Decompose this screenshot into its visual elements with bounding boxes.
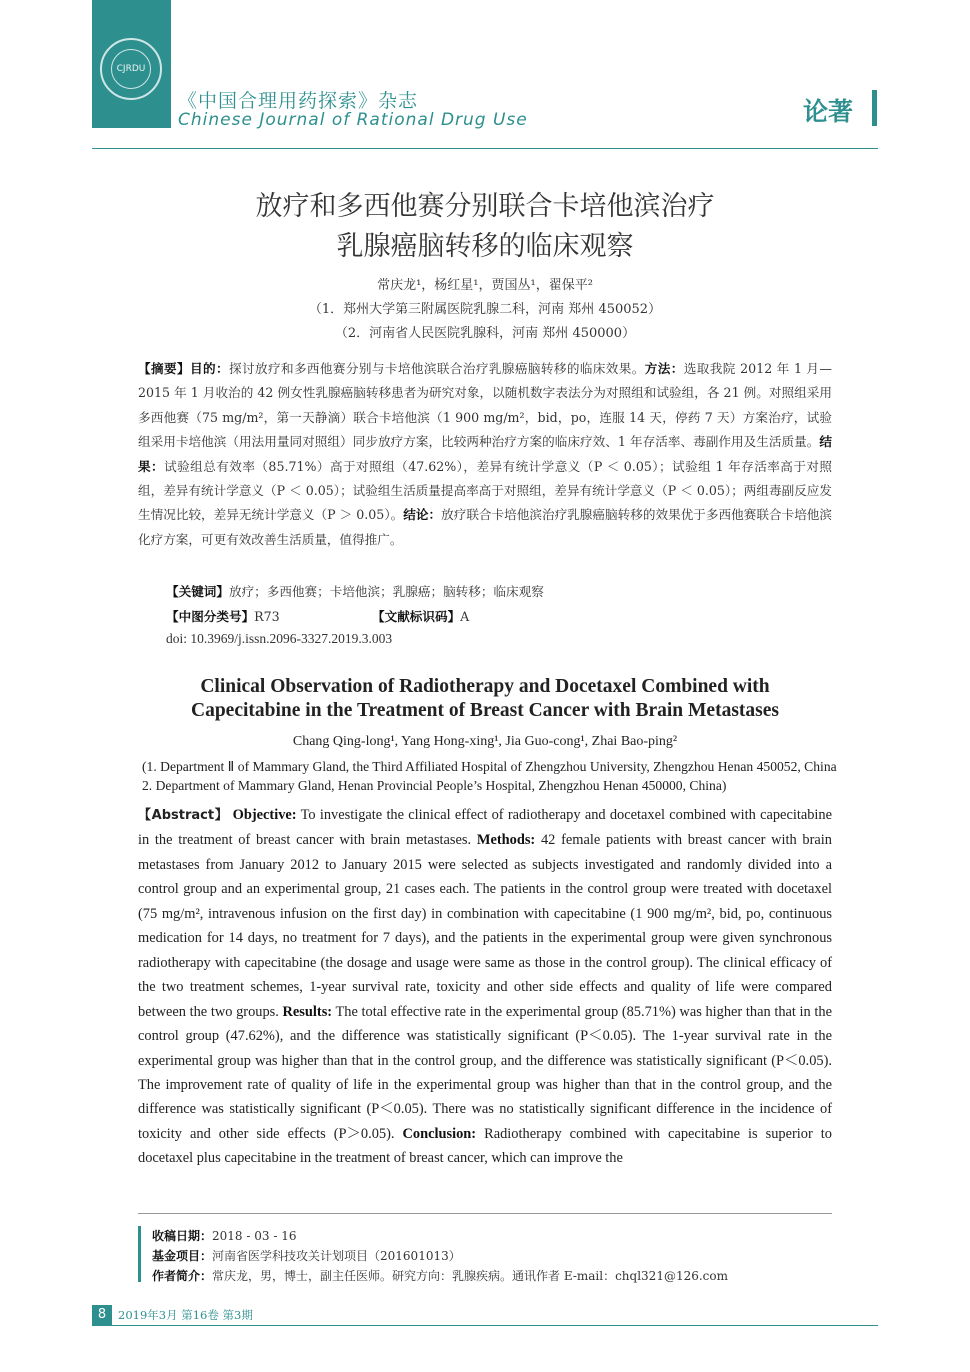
doc-code: [372, 606, 469, 625]
doi: doi: 10.3969/j.issn.2096-3327.2019.3.003: [166, 631, 393, 646]
author-bio: [152, 1267, 728, 1284]
authors-cn: 常庆龙¹，杨红星¹，贾国丛¹，翟保平²: [377, 278, 593, 293]
doc-code-value: A: [460, 609, 470, 624]
received-date: [152, 1227, 296, 1244]
conclusion-cn-label: 结论：: [403, 507, 442, 523]
abstract-en-label: 【Abstract】: [138, 808, 229, 823]
title-en-line-1: Clinical Observation of Radiotherapy and Docetaxel Combined with: [200, 676, 770, 697]
keywords-label: 【关键词】: [166, 584, 229, 599]
title-cn-line-2: 乳腺癌脑转移的临床观察: [336, 231, 634, 262]
issue-info: 2019年3月 第16卷 第3期: [118, 1308, 253, 1322]
methods-cn-label: 方法：: [644, 361, 684, 376]
section-tag: 论著: [803, 97, 854, 126]
footnote-bar: [138, 1226, 141, 1282]
title-cn-line-1: 放疗和多西他赛分别联合卡培他滨治疗: [255, 191, 715, 222]
objective-cn-label: 目的：: [189, 361, 229, 376]
affiliation-cn-1: （1．郑州大学第三附属医院乳腺二科，河南 郑州 450052）: [308, 302, 662, 317]
journal-seal-icon: [100, 38, 162, 100]
header-divider: [92, 148, 878, 149]
received-value: 2018 - 03 - 16: [212, 1229, 297, 1243]
fund-label: 基金项目：: [152, 1249, 213, 1263]
objective-en-label: Objective:: [232, 807, 297, 823]
affiliation-cn-2: （2．河南省人民医院乳腺科，河南 郑州 450000）: [334, 326, 636, 341]
journal-name-cn: 《中国合理用药探索》杂志: [178, 90, 419, 112]
methods-en: 42 female patients with breast cancer with brain metastases from January 2012 to January 2015 were selected as subjects investigated and randomly divided into a control group and an experimental group, 21 cases each. The patients in the control group were treated with docetaxel (75 mg/m², intravenous infusion on the first day) in combination with capecitabine (1 900 mg/m², bid, po, continuous medication for 14 days, no treatment for 7 days), and the patients in the experimental group were given synchronous radiotherapy with capecitabine (the dosage and usage were same as those in the control group). The clinical efficacy of the two treatment schemes, 1-year survival rate, toxicity and other side effects and quality of life were compared between the two groups.: [138, 832, 832, 1020]
journal-logo-block: [92, 0, 171, 128]
journal-seal-text: CJRDU: [111, 49, 151, 89]
abstract-en: [138, 803, 832, 1171]
author-bio-label: 作者简介：: [152, 1269, 213, 1283]
author-bio-value: 常庆龙，男，博士，副主任医师。研究方向：乳腺疾病。通讯作者 E-mail：chql321@126.com: [212, 1269, 728, 1283]
page-footer-divider: [92, 1325, 878, 1326]
page-number: 8: [92, 1305, 112, 1325]
affiliations-en: (1. Department Ⅱ of Mammary Gland, the Third Affiliated Hospital of Zhengzhou University, Zhengzhou Henan 450052, China 2. Department of Mammary Gland, Henan Provincial People’s Hospital, Zhengzhou Henan 450000, China): [142, 759, 851, 793]
journal-name-en: Chinese Journal of Rational Drug Use: [178, 110, 528, 130]
results-cn: 试验组总有效率（85.71%）高于对照组（47.62%），差异有统计学意义（P ＜ 0.05）；试验组 1 年存活率高于对照组，差异有统计学意义（P ＜ 0.05）；试验组生活质量提高率高于对照组，差异有统计学意义（P ＜ 0.05）；两组毒副反应发生情况比较，差异无统计学意义（P ＞ 0.05）。: [138, 458, 833, 523]
classification-line: [166, 606, 470, 625]
clc-label: 【中图分类号】: [166, 609, 255, 624]
keywords: 放疗；多西他赛；卡培他滨；乳腺癌；脑转移；临床观察: [228, 584, 544, 599]
footnote-divider: [138, 1213, 832, 1214]
objective-cn: 探讨放疗和多西他赛分别与卡培他滨联合治疗乳腺癌脑转移的临床效果。: [228, 361, 645, 376]
fund-value: 河南省医学科技攻关计划项目（201601013）: [212, 1249, 461, 1263]
section-bar: [872, 90, 877, 126]
abstract-cn: [138, 357, 832, 552]
received-label: 收稿日期：: [152, 1229, 213, 1243]
clc-value: R73: [254, 609, 280, 624]
results-cn-label: 结果：: [138, 434, 832, 474]
doc-code-label: 【文献标识码】: [372, 609, 461, 624]
keywords-line: [166, 581, 544, 600]
conclusion-en-label: Conclusion:: [402, 1125, 477, 1142]
results-en: The total effective rate in the experimental group (85.71%) was higher than that in the control group (47.62%), and the difference was statistically significant (P＜0.05). The 1-year survival rate in the experimental group was higher than that in the control group, and the difference was statistically significant (P＜0.05). The improvement rate of quality of life in the experimental group was higher than that in the control group, and the difference was statistically significant (P＜0.05). There was no statistically significant difference in the incidence of toxicity and other side effects (P＞0.05).: [138, 1003, 832, 1142]
conclusion-cn: 放疗联合卡培他滨治疗乳腺癌脑转移的效果优于多西他赛联合卡培他滨化疗方案，可更有效改善生活质量，值得推广。: [138, 507, 833, 547]
objective-en: To investigate the clinical effect of radiotherapy and docetaxel combined with capecitabine in the treatment of breast cancer with brain metastases.: [138, 807, 832, 849]
abstract-cn-label: 【摘要】: [138, 361, 190, 376]
methods-en-label: Methods:: [476, 832, 536, 849]
authors-en: Chang Qing-long¹, Yang Hong-xing¹, Jia Guo-cong¹, Zhai Bao-ping²: [292, 734, 678, 749]
fund-project: [152, 1247, 461, 1264]
title-en-line-2: Capecitabine in the Treatment of Breast Cancer with Brain Metastases: [191, 700, 779, 721]
methods-cn: 选取我院 2012 年 1 月—2015 年 1 月收治的 42 例女性乳腺癌脑转移患者为研究对象，以随机数字表法分为对照组和试验组，各 21 例。对照组采用多西他赛（75 mg/m²，第一天静滴）联合卡培他滨（1 900 mg/m²，bid，po，连服 14 天，停药 7 天）方案治疗，试验组采用卡培他滨（用法用量同对照组）同步放疗方案，比较两种治疗方案的临床疗效、1 年存活率、毒副作用及生活质量。: [138, 361, 833, 450]
conclusion-en: Radiotherapy combined with capecitabine is superior to docetaxel plus capecitabine in the treatment of breast cancer, which can improve the: [138, 1125, 832, 1167]
results-en-label: Results:: [282, 1003, 333, 1020]
